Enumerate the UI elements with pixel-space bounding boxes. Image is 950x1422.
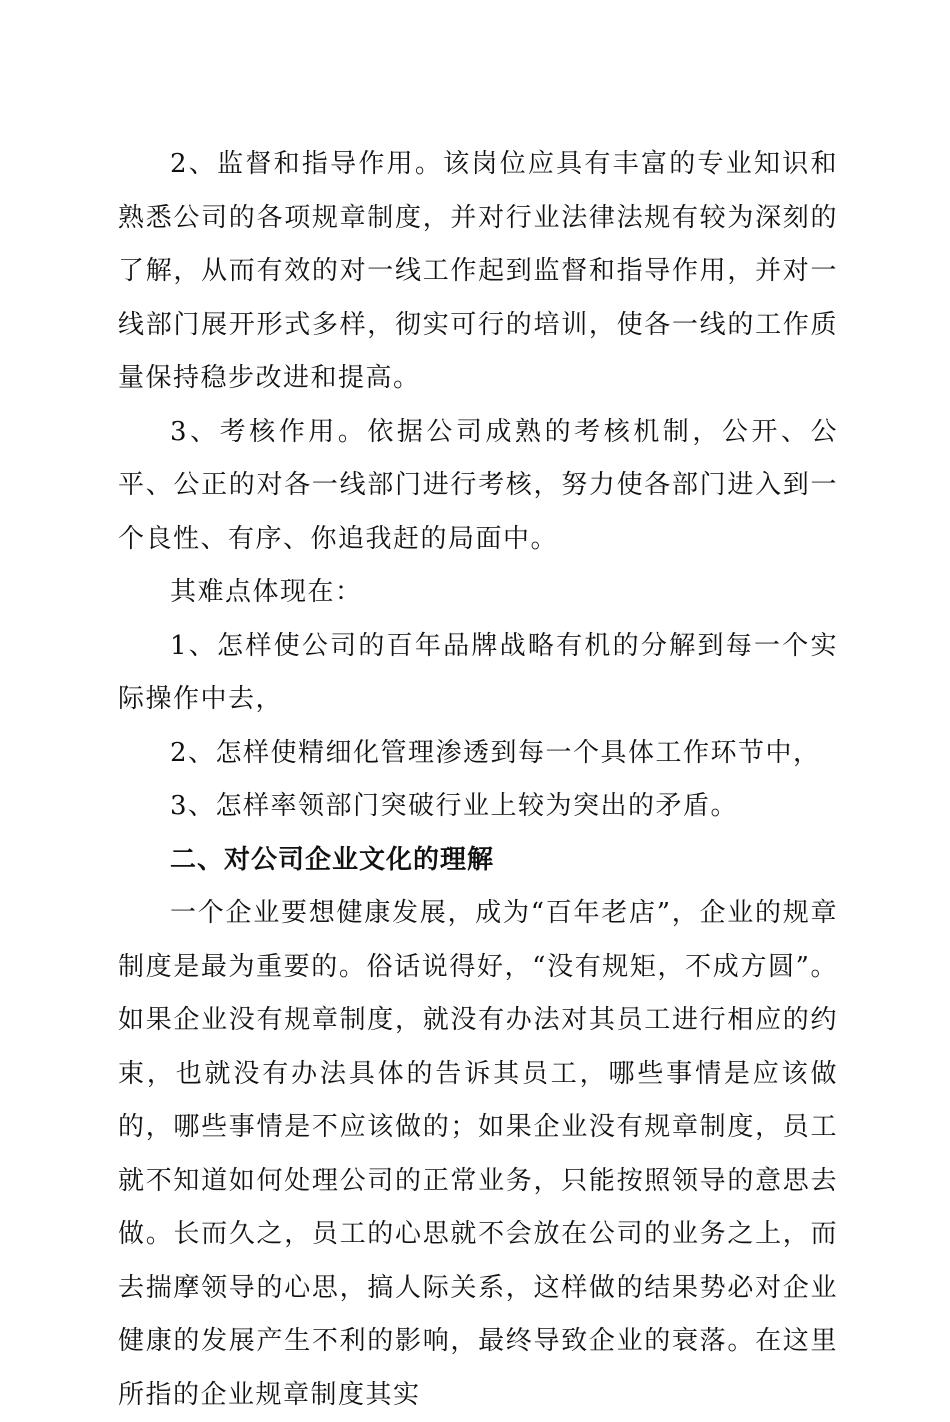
paragraph-difficulty-2: 2、怎样使精细化管理渗透到每一个具体工作环节中， bbox=[170, 737, 821, 768]
paragraph-assessment-role: 3、考核作用。依据公司成熟的考核机制，公开、公平、公正的对各一线部门进行考核，努力使各部门进入到一个良性、有序、你追我赶的局面中。 bbox=[118, 416, 838, 554]
paragraph-supervision-role: 2、监督和指导作用。该岗位应具有丰富的专业知识和熟悉公司的各项规章制度，并对行业法律法规有较为深刻的了解，从而有效的对一线工作起到监督和指导作用，并对一线部门展开形式多样，彻实可行的培训，使各一线的工作质量保持稳步改进和提高。 bbox=[118, 149, 838, 393]
document-body bbox=[118, 138, 838, 1422]
paragraph-difficulty-3: 3、怎样率领部门突破行业上较为突出的矛盾。 bbox=[170, 791, 739, 821]
section-heading-corporate-culture: 二、对公司企业文化的理解 bbox=[170, 844, 495, 875]
paragraph-difficulty-1: 1、怎样使公司的百年品牌战略有机的分解到每一个实际操作中去， bbox=[118, 630, 838, 714]
paragraph-corporate-rules: 一个企业要想健康发展，成为“百年老店”，企业的规章制度是最为重要的。俗话说得好，“没有规矩，不成方圆”。如果企业没有规章制度，就没有办法对其员工进行相应的约束，也就没有办法具体的告诉其员工，哪些事情是应该做的，哪些事情是不应该做的；如果企业没有规章制度，员工就不知道如何处理公司的正常业务，只能按照领导的意思去做。长而久之，员工的心思就不会放在公司的业务之上，而去揣摩领导的心思，搞人际关系，这样做的结果势必对企业健康的发展产生不利的影响，最终导致企业的衰落。在这里所指的企业规章制度其实 bbox=[118, 898, 838, 1410]
paragraph-difficulties-intro: 其难点体现在： bbox=[170, 577, 363, 607]
